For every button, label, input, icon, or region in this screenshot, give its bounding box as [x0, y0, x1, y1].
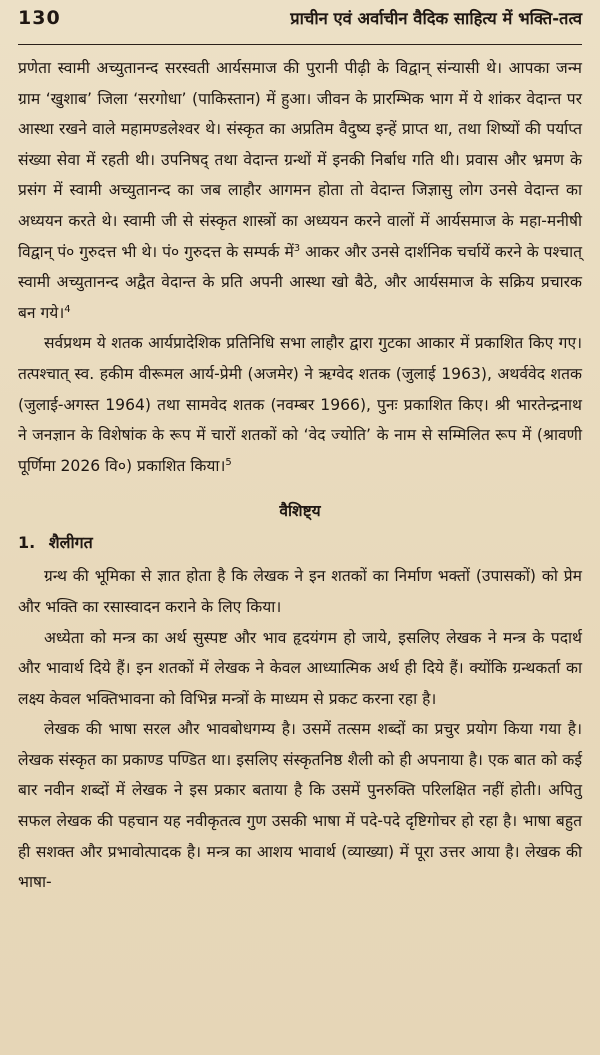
subsection-label: शैलीगत [48, 533, 93, 553]
paragraph-publication-history [18, 328, 582, 481]
footnote-marker: 5 [225, 456, 232, 468]
footnote-marker: 4 [64, 303, 71, 315]
running-title: प्राचीन एवं अर्वाचीन वैदिक साहित्य में भक्ति-तत्व [290, 9, 582, 28]
paragraph-text: सर्वप्रथम ये शतक आर्यप्रादेशिक प्रतिनिधि सभा लाहौर द्वारा गुटका आकार में प्रकाशित किए गए। तत्पश्चात् स्व. हकीम वीरूमल आर्य-प्रेमी (अजमेर) ने ऋग्वेद शतक (जुलाई 1963), अथर्ववेद शतक (जुलाई-अगस्त 1964) तथा सामवेद शतक (नवम्बर 1966), पुनः प्रकाशित किए। श्री भारतेन्द्रनाथ ने जनज्ञान के विशेषांक के रूप में चारों शतकों को ‘वेद ज्योति’ के नाम से सम्मिलित रूप में (श्रावणी पूर्णिमा 2026 वि०) प्रकाशित किया। [18, 334, 582, 475]
paragraph-author-bio [18, 53, 582, 328]
page-number: 130 [18, 7, 61, 29]
paragraph-text: प्रणेता स्वामी अच्युतानन्द सरस्वती आर्यसमाज की पुरानी पीढ़ी के विद्वान् संन्यासी थे। आपका जन्म ग्राम ‘खुशाब’ जिला ‘सरगोधा’ (पाकिस्तान) में हुआ। जीवन के प्रारम्भिक भाग में ये शांकर वेदान्त पर आस्था रखने वाले महामण्डलेश्वर थे। संस्कृत का अप्रतिम वैदुष्य इन्हें प्राप्त था, तथा शिष्यों की पर्याप्त संख्या सेवा में रहती थी। उपनिषद् तथा वेदान्त ग्रन्थों में इनकी निर्बाध गति थी। प्रवास और भ्रमण के प्रसंग में स्वामी अच्युतानन्द का जब लाहौर आगमन होता तो वेदान्त जिज्ञासु लोग उनसे वेदान्त का अध्ययन करते थे। स्वामी जी से संस्कृत शास्त्रों का अध्ययन करने वालों में आर्यसमाज के महा-मनीषी विद्वान् पं० गुरुदत्त भी थे। पं० गुरुदत्त के सम्पर्क में [18, 59, 582, 261]
subsection-heading [18, 531, 582, 553]
section-heading: वैशिष्ट्य [279, 502, 321, 521]
page-header [18, 6, 582, 45]
footnote-marker: 3 [293, 242, 301, 254]
paragraph-purpose: ग्रन्थ की भूमिका से ज्ञात होता है कि लेखक ने इन शतकों का निर्माण भक्तों (उपासकों) को प्रेम और भक्ति का रसास्वादन कराने के लिए किया। [18, 567, 582, 616]
paragraph-language-style: लेखक की भाषा सरल और भावबोधगम्य है। उसमें तत्सम शब्दों का प्रचुर प्रयोग किया गया है। लेखक संस्कृत का प्रकाण्ड पण्डित था। इसलिए संस्कृतनिष्ठ शैली को ही अपनाया है। एक बात को कई बार नवीन शब्दों में लेखक ने इस प्रकार बताया है कि उसमें पुनरुक्ति परिलक्षित नहीं होती। अपितु सफल लेखक की पहचान यह नवीकृतत्व गुण उसकी भाषा में पदे-पदे दृष्टिगोचर हो रहा है। भाषा बहुत ही सशक्त और प्रभावोत्पादक है। मन्त्र का आशय भावार्थ (व्याख्या) में पूरा उत्तर आया है। लेखक की भाषा- [18, 720, 582, 892]
paragraph-text-continued: आकर और उनसे दार्शनिक चर्चायें करने के पश्चात् स्वामी अच्युतानन्द अद्वैत वेदान्त के प्रति अपनी आस्था खो बैठे, और आर्यसमाज के सक्रिय प्रचारक बन गये। [18, 242, 582, 322]
paragraph-meaning: अध्येता को मन्त्र का अर्थ सुस्पष्ट और भाव हृदयंगम हो जाये, इसलिए लेखक ने मन्त्र के पदार्थ और भावार्थ दिये हैं। इन शतकों में लेखक ने केवल आध्यात्मिक अर्थ ही दिये हैं। क्योंकि ग्रन्थकर्ता का लक्ष्य केवल भक्तिभावना को विभिन्न मन्त्रों के माध्यम से प्रकट करना रहा है। [18, 628, 582, 708]
subsection-number: 1. [18, 533, 36, 553]
